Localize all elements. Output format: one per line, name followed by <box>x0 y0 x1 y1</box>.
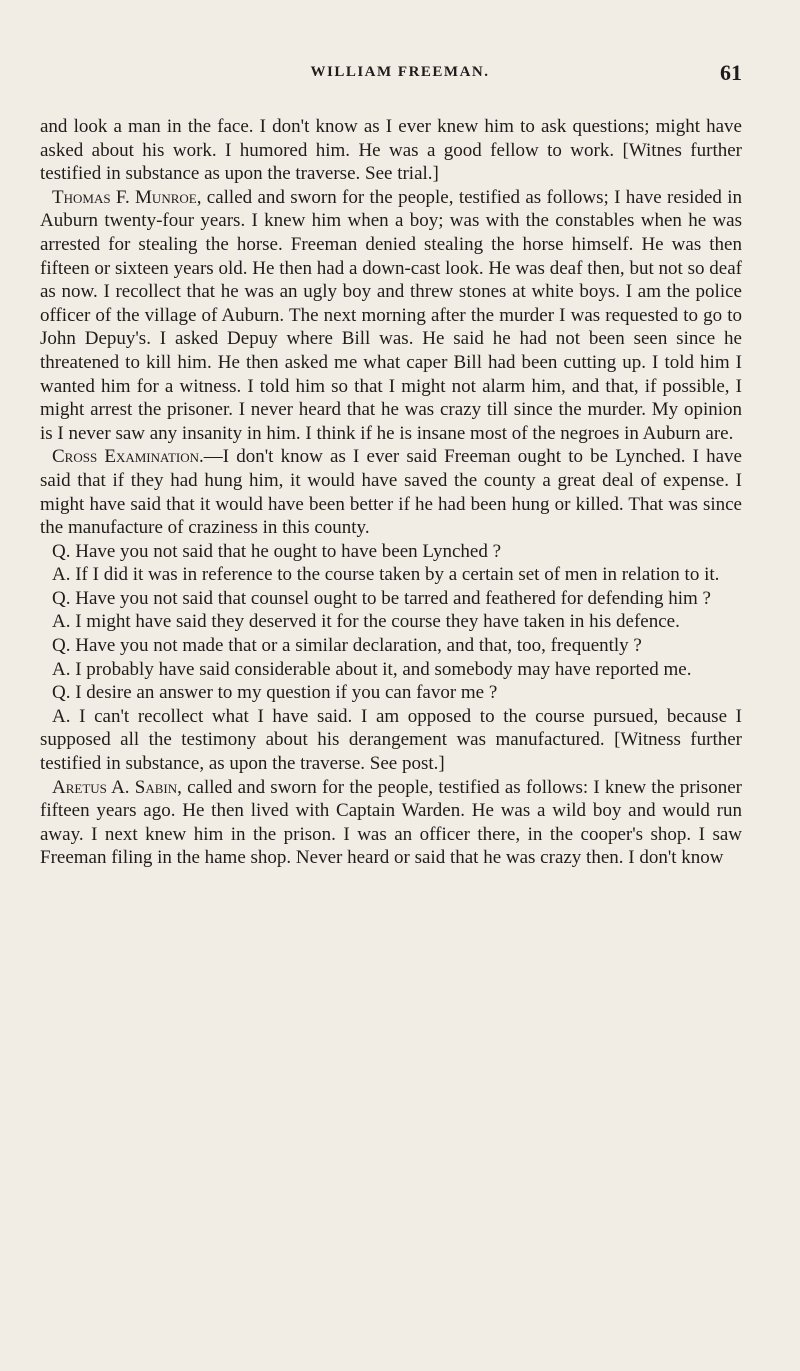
paragraph-text: A. I probably have said considerable about it, and somebody may have reported me. <box>52 658 692 680</box>
question <box>40 634 742 658</box>
paragraph-text: —I don't know as I ever said Freeman ought to be Lynched. I have said that if they had hung him, it would have saved the county a great deal of expense. I might have said that it would have been better if he had been hung or killed. That was since the manufacture of craziness in this county. <box>40 446 742 539</box>
paragraph-sabin-testimony <box>40 776 742 870</box>
question <box>40 587 742 611</box>
paragraph-cross-examination <box>40 445 742 539</box>
running-head <box>0 60 800 88</box>
paragraph-text: called and sworn for the people, testified as follows: I knew the prisoner fifteen years ago. He then lived with Captain Warden. He was a wild boy and would run away. I next knew him in the prison. I was an officer there, in the cooper's shop. I saw Freeman filing in the hame shop. Never heard or said that he was crazy then. I don't know <box>40 776 742 869</box>
speaker-name: Aretus A. Sabin, <box>52 776 182 798</box>
answer <box>40 610 742 634</box>
answer <box>40 705 742 776</box>
paragraph-text: A. I might have said they deserved it for the course they have taken in his defence. <box>52 611 680 633</box>
page-number: 61 <box>720 60 742 85</box>
question <box>40 681 742 705</box>
answer <box>40 563 742 587</box>
paragraph-text: Q. Have you not made that or a similar declaration, and that, too, frequently ? <box>52 635 642 657</box>
answer <box>40 658 742 682</box>
paragraph-text: A. If I did it was in reference to the course taken by a certain set of men in relation to it. <box>52 564 720 586</box>
paragraph-text: Q. I desire an answer to my question if you can favor me ? <box>52 682 498 704</box>
question <box>40 540 742 564</box>
paragraph-text: and look a man in the face. I don't know as I ever knew him to ask questions; might have asked about his work. I humored him. He was a good fellow to work. [Witnes further testified in substance as upon the traverse. See trial.] <box>40 116 742 185</box>
paragraph-text: A. I can't recollect what I have said. I am opposed to the course pursued, because I supposed all the testimony about his derangement was manufactured. [Witness further testified in substance, as upon the traverse. See post.] <box>40 705 742 775</box>
running-title: WILLIAM FREEMAN. <box>310 64 490 80</box>
paragraph-munroe-testimony <box>40 186 742 446</box>
paragraph-continuation <box>40 115 742 186</box>
body-text <box>40 115 742 870</box>
section-label: Cross Examination. <box>52 446 204 468</box>
speaker-name: Thomas F. Munroe, <box>52 186 202 208</box>
paragraph-text: Q. Have you not said that he ought to have been Lynched ? <box>52 540 502 562</box>
paragraph-text: Q. Have you not said that counsel ought to be tarred and feathered for defending him ? <box>52 587 711 609</box>
paragraph-text: called and sworn for the people, testified as follows; I have resided in Auburn twenty-four years. I knew him when a boy; was with the constables when he was arrested for stealing the horse. Freeman denied stealing the horse himself. He was then fifteen or sixteen years old. He then had a down-cast look. He was deaf then, but not so deaf as now. I recollect that he was an ugly boy and threw stones at white boys. I am the police officer of the village of Auburn. The next morning after the murder I was requested to go to John Depuy's. I asked Depuy where Bill was. He said he had not been seen since he threatened to kill him. He then asked me what caper Bill had been cutting up. I told him I wanted him for a witness. I told him so that I might not alarm him, and that, if possible, I might arrest the prisoner. I never heard that he was crazy till since the murder. My opinion is I never saw any insanity in him. I think if he is insane most of the negroes in Auburn are. <box>40 186 742 444</box>
